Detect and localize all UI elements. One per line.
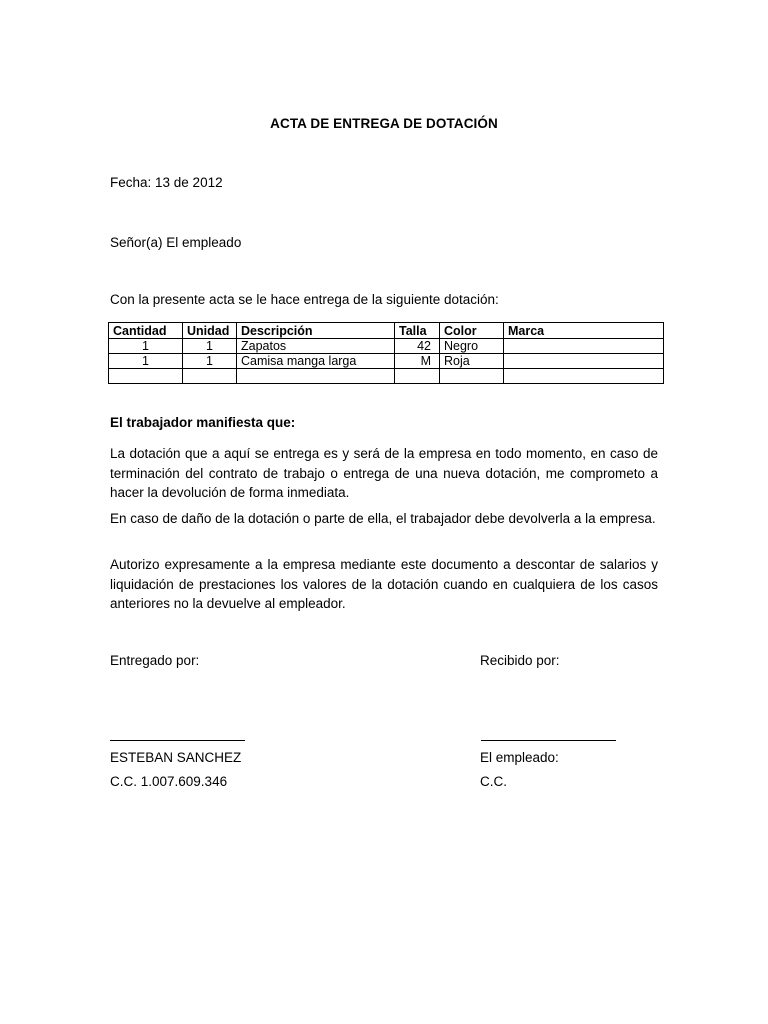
cell-cantidad: 1 (109, 354, 183, 369)
table-header-row (109, 323, 664, 339)
cell-marca (504, 339, 664, 354)
cell-talla: 42 (395, 339, 440, 354)
dotacion-table (108, 322, 664, 384)
header-descripcion: Descripción (237, 323, 395, 339)
declaration-heading: El trabajador manifiesta que: (110, 415, 296, 430)
table-row (109, 369, 664, 384)
declaration-paragraph-3: Autorizo expresamente a la empresa mediante este documento a descontar de salarios y liquidación de prestaciones los valores de la dotación cuando en cualquiera de los casos anteriores no la devuelve al empleador. (110, 557, 658, 611)
cell-descripcion: Zapatos (237, 339, 395, 354)
cell-cantidad (109, 369, 183, 384)
recipient-line: Señor(a) El empleado (110, 235, 242, 250)
header-cantidad: Cantidad (109, 323, 183, 339)
deliverer-name: ESTEBAN SANCHEZ (110, 750, 242, 765)
cell-descripcion (237, 369, 395, 384)
intro-text: Con la presente acta se le hace entrega de la siguiente dotación: (110, 292, 499, 307)
cell-marca (504, 369, 664, 384)
cell-color (440, 369, 504, 384)
received-by-label: Recibido por: (480, 653, 560, 668)
cell-marca (504, 354, 664, 369)
cell-color: Negro (440, 339, 504, 354)
header-unidad: Unidad (183, 323, 237, 339)
receiver-id: C.C. (480, 774, 507, 789)
cell-descripcion: Camisa manga larga (237, 354, 395, 369)
delivered-by-label: Entregado por: (110, 653, 200, 668)
declaration-paragraph-2: En caso de daño de la dotación o parte de ella, el trabajador debe devolverla a la empresa. (110, 511, 656, 526)
signature-line-right (481, 740, 616, 741)
receiver-name: El empleado: (480, 750, 559, 765)
header-color: Color (440, 323, 504, 339)
cell-unidad: 1 (183, 339, 237, 354)
header-talla: Talla (395, 323, 440, 339)
header-marca: Marca (504, 323, 664, 339)
table-row (109, 339, 664, 354)
cell-color: Roja (440, 354, 504, 369)
cell-talla: M (395, 354, 440, 369)
cell-unidad: 1 (183, 354, 237, 369)
date-line: Fecha: 13 de 2012 (110, 175, 223, 190)
cell-unidad (183, 369, 237, 384)
document-title: ACTA DE ENTREGA DE DOTACIÓN (270, 116, 498, 131)
cell-talla (395, 369, 440, 384)
deliverer-id: C.C. 1.007.609.346 (110, 774, 228, 789)
declaration-paragraph-1: La dotación que a aquí se entrega es y será de la empresa en todo momento, en caso de terminación del contrato de trabajo o entrega de una nueva dotación, me comprometo a hacer la devolución de forma inmediata. (110, 446, 658, 500)
cell-cantidad: 1 (109, 339, 183, 354)
signature-line-left (110, 740, 245, 741)
table-row (109, 354, 664, 369)
